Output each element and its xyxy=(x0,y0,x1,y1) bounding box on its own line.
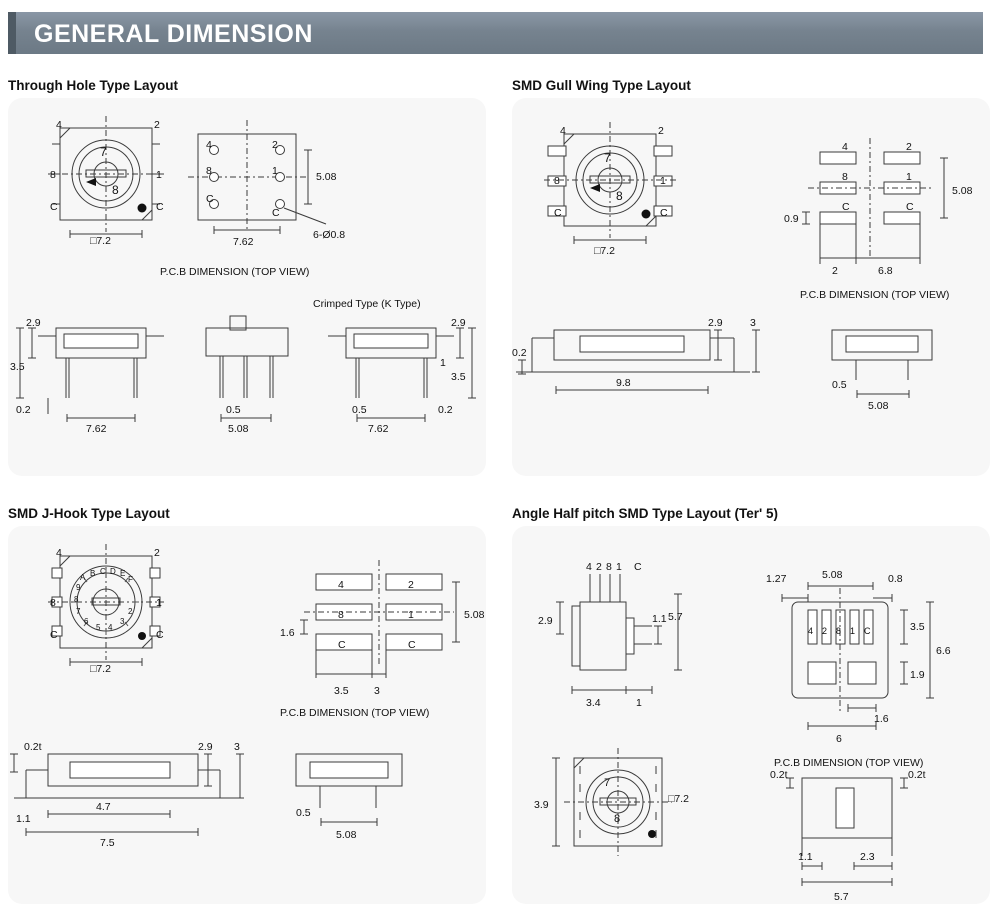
svg-text:1: 1 xyxy=(660,175,666,187)
svg-text:0.5: 0.5 xyxy=(296,807,311,819)
svg-text:1: 1 xyxy=(850,626,856,636)
svg-text:1: 1 xyxy=(636,697,642,709)
svg-text:0.2: 0.2 xyxy=(438,404,453,416)
svg-text:1: 1 xyxy=(156,169,162,181)
svg-text:8: 8 xyxy=(74,595,79,604)
svg-text:1.1: 1.1 xyxy=(798,851,813,863)
svg-text:8: 8 xyxy=(836,626,842,636)
svg-text:3.5: 3.5 xyxy=(910,621,925,633)
svg-text:5.08: 5.08 xyxy=(952,185,973,197)
svg-text:7: 7 xyxy=(604,777,611,789)
svg-text:2.3: 2.3 xyxy=(860,851,875,863)
svg-text:B: B xyxy=(90,569,96,578)
svg-text:2: 2 xyxy=(822,626,828,636)
svg-text:4: 4 xyxy=(808,626,814,636)
svg-text:8: 8 xyxy=(842,171,848,183)
svg-text:F: F xyxy=(128,575,133,584)
svg-text:8: 8 xyxy=(50,597,56,609)
svg-text:P.C.B DIMENSION (TOP VIEW): P.C.B DIMENSION (TOP VIEW) xyxy=(280,707,430,719)
svg-text:9: 9 xyxy=(76,583,81,592)
svg-text:8: 8 xyxy=(614,813,621,825)
svg-text:2.9: 2.9 xyxy=(451,317,466,329)
svg-text:5.08: 5.08 xyxy=(316,171,337,183)
svg-text:6: 6 xyxy=(84,617,89,626)
svg-text:3.4: 3.4 xyxy=(586,697,601,709)
svg-text:D: D xyxy=(110,567,116,576)
svg-text:6: 6 xyxy=(836,733,842,745)
svg-text:3.9: 3.9 xyxy=(534,799,549,811)
header-accent-bar xyxy=(8,12,16,54)
svg-text:C: C xyxy=(156,629,164,641)
svg-text:C: C xyxy=(50,629,58,641)
svg-text:C: C xyxy=(842,201,850,213)
svg-text:2: 2 xyxy=(272,139,278,151)
page-header-banner xyxy=(8,12,983,54)
svg-text:3.5: 3.5 xyxy=(10,361,25,373)
svg-text:8: 8 xyxy=(616,189,623,203)
svg-text:3.5: 3.5 xyxy=(451,371,466,383)
svg-text:3: 3 xyxy=(374,685,380,697)
svg-text:7: 7 xyxy=(76,607,81,616)
svg-text:1.27: 1.27 xyxy=(766,573,787,585)
svg-text:□7.2: □7.2 xyxy=(594,245,615,257)
svg-text:8: 8 xyxy=(338,609,344,621)
svg-text:0.2t: 0.2t xyxy=(770,769,788,781)
svg-text:4.7: 4.7 xyxy=(96,801,111,813)
svg-text:5.08: 5.08 xyxy=(822,569,843,581)
svg-text:1: 1 xyxy=(440,357,446,369)
svg-text:C: C xyxy=(408,639,416,651)
svg-text:C: C xyxy=(634,561,642,573)
svg-text:3.5: 3.5 xyxy=(334,685,349,697)
svg-text:0.5: 0.5 xyxy=(832,379,847,391)
svg-text:8: 8 xyxy=(606,561,612,573)
svg-text:C: C xyxy=(272,207,280,219)
svg-text:Crimped Type (K Type): Crimped Type (K Type) xyxy=(313,298,421,310)
svg-text:4: 4 xyxy=(206,139,212,151)
svg-text:5.08: 5.08 xyxy=(228,423,249,435)
svg-text:C: C xyxy=(906,201,914,213)
page-title: GENERAL DIMENSION xyxy=(34,20,313,48)
svg-text:4: 4 xyxy=(338,579,344,591)
svg-text:2: 2 xyxy=(154,119,160,131)
svg-text:1.1: 1.1 xyxy=(16,813,31,825)
svg-text:C: C xyxy=(864,626,871,636)
svg-text:P.C.B DIMENSION (TOP VIEW): P.C.B DIMENSION (TOP VIEW) xyxy=(774,757,924,769)
svg-text:2: 2 xyxy=(154,547,160,559)
svg-text:0.5: 0.5 xyxy=(352,404,367,416)
svg-text:6-Ø0.8: 6-Ø0.8 xyxy=(313,229,346,241)
svg-text:E: E xyxy=(120,569,126,578)
svg-text:2: 2 xyxy=(658,125,664,137)
svg-text:C: C xyxy=(660,207,668,219)
svg-text:2: 2 xyxy=(596,561,602,573)
svg-text:4: 4 xyxy=(560,125,566,137)
svg-text:2: 2 xyxy=(128,607,133,616)
svg-text:7: 7 xyxy=(604,151,611,165)
svg-text:0.5: 0.5 xyxy=(226,404,241,416)
section-title-smd-gull-wing: SMD Gull Wing Type Layout xyxy=(512,78,691,93)
svg-text:□7.2: □7.2 xyxy=(668,793,689,805)
svg-text:2.9: 2.9 xyxy=(708,317,723,329)
svg-text:C: C xyxy=(50,201,58,213)
drawing-angle-half-pitch xyxy=(512,526,990,904)
drawing-through-hole xyxy=(8,98,486,476)
svg-text:3: 3 xyxy=(120,617,125,626)
section-title-angle-half-pitch: Angle Half pitch SMD Type Layout (Ter' 5) xyxy=(512,506,778,521)
svg-text:2.9: 2.9 xyxy=(198,741,213,753)
svg-text:0.2t: 0.2t xyxy=(24,741,42,753)
svg-text:5.08: 5.08 xyxy=(464,609,485,621)
svg-text:4: 4 xyxy=(586,561,592,573)
drawing-j-hook xyxy=(8,526,486,904)
svg-text:7.5: 7.5 xyxy=(100,837,115,849)
svg-text:7: 7 xyxy=(100,145,107,159)
svg-text:9.8: 9.8 xyxy=(616,377,631,389)
svg-text:4: 4 xyxy=(56,119,62,131)
svg-text:1.6: 1.6 xyxy=(874,713,889,725)
svg-text:A: A xyxy=(80,573,86,582)
section-title-smd-j-hook: SMD J-Hook Type Layout xyxy=(8,506,170,521)
svg-text:4: 4 xyxy=(842,141,848,153)
svg-text:1.9: 1.9 xyxy=(910,669,925,681)
svg-text:0.9: 0.9 xyxy=(784,213,799,225)
svg-text:2: 2 xyxy=(906,141,912,153)
svg-text:1: 1 xyxy=(272,165,278,177)
svg-text:0.8: 0.8 xyxy=(888,573,903,585)
svg-text:0.2t: 0.2t xyxy=(908,769,926,781)
svg-text:6.8: 6.8 xyxy=(878,265,893,277)
svg-text:8: 8 xyxy=(112,183,119,197)
drawing-gull-wing xyxy=(512,98,990,476)
svg-text:4: 4 xyxy=(56,547,62,559)
svg-text:7.62: 7.62 xyxy=(86,423,107,435)
svg-text:7.62: 7.62 xyxy=(233,236,254,248)
svg-text:C: C xyxy=(100,567,106,576)
svg-text:P.C.B DIMENSION (TOP VIEW): P.C.B DIMENSION (TOP VIEW) xyxy=(160,266,310,278)
svg-text:4: 4 xyxy=(108,623,113,632)
svg-text:□7.2: □7.2 xyxy=(90,663,111,675)
svg-text:5.08: 5.08 xyxy=(868,400,889,412)
svg-text:1: 1 xyxy=(906,171,912,183)
svg-text:2: 2 xyxy=(408,579,414,591)
svg-text:C: C xyxy=(338,639,346,651)
svg-text:0.2: 0.2 xyxy=(512,347,527,359)
svg-text:5.7: 5.7 xyxy=(834,891,849,903)
svg-text:C: C xyxy=(206,193,214,205)
svg-text:8: 8 xyxy=(50,169,56,181)
svg-text:5: 5 xyxy=(96,623,101,632)
svg-text:8: 8 xyxy=(206,165,212,177)
svg-text:1: 1 xyxy=(408,609,414,621)
svg-text:2.9: 2.9 xyxy=(538,615,553,627)
svg-text:1: 1 xyxy=(616,561,622,573)
svg-text:3: 3 xyxy=(234,741,240,753)
svg-text:C: C xyxy=(156,201,164,213)
svg-text:C: C xyxy=(554,207,562,219)
section-title-through-hole: Through Hole Type Layout xyxy=(8,78,178,93)
svg-text:0.2: 0.2 xyxy=(16,404,31,416)
svg-text:1: 1 xyxy=(156,597,162,609)
svg-text:5.08: 5.08 xyxy=(336,829,357,841)
svg-text:3: 3 xyxy=(750,317,756,329)
svg-text:1.6: 1.6 xyxy=(280,627,295,639)
svg-text:8: 8 xyxy=(554,175,560,187)
svg-text:P.C.B DIMENSION (TOP VIEW): P.C.B DIMENSION (TOP VIEW) xyxy=(800,289,950,301)
svg-text:6.6: 6.6 xyxy=(936,645,951,657)
svg-text:7.62: 7.62 xyxy=(368,423,389,435)
svg-text:1.1: 1.1 xyxy=(652,613,667,625)
svg-text:2: 2 xyxy=(832,265,838,277)
svg-text:5.7: 5.7 xyxy=(668,611,683,623)
svg-text:□7.2: □7.2 xyxy=(90,235,111,247)
svg-text:2.9: 2.9 xyxy=(26,317,41,329)
